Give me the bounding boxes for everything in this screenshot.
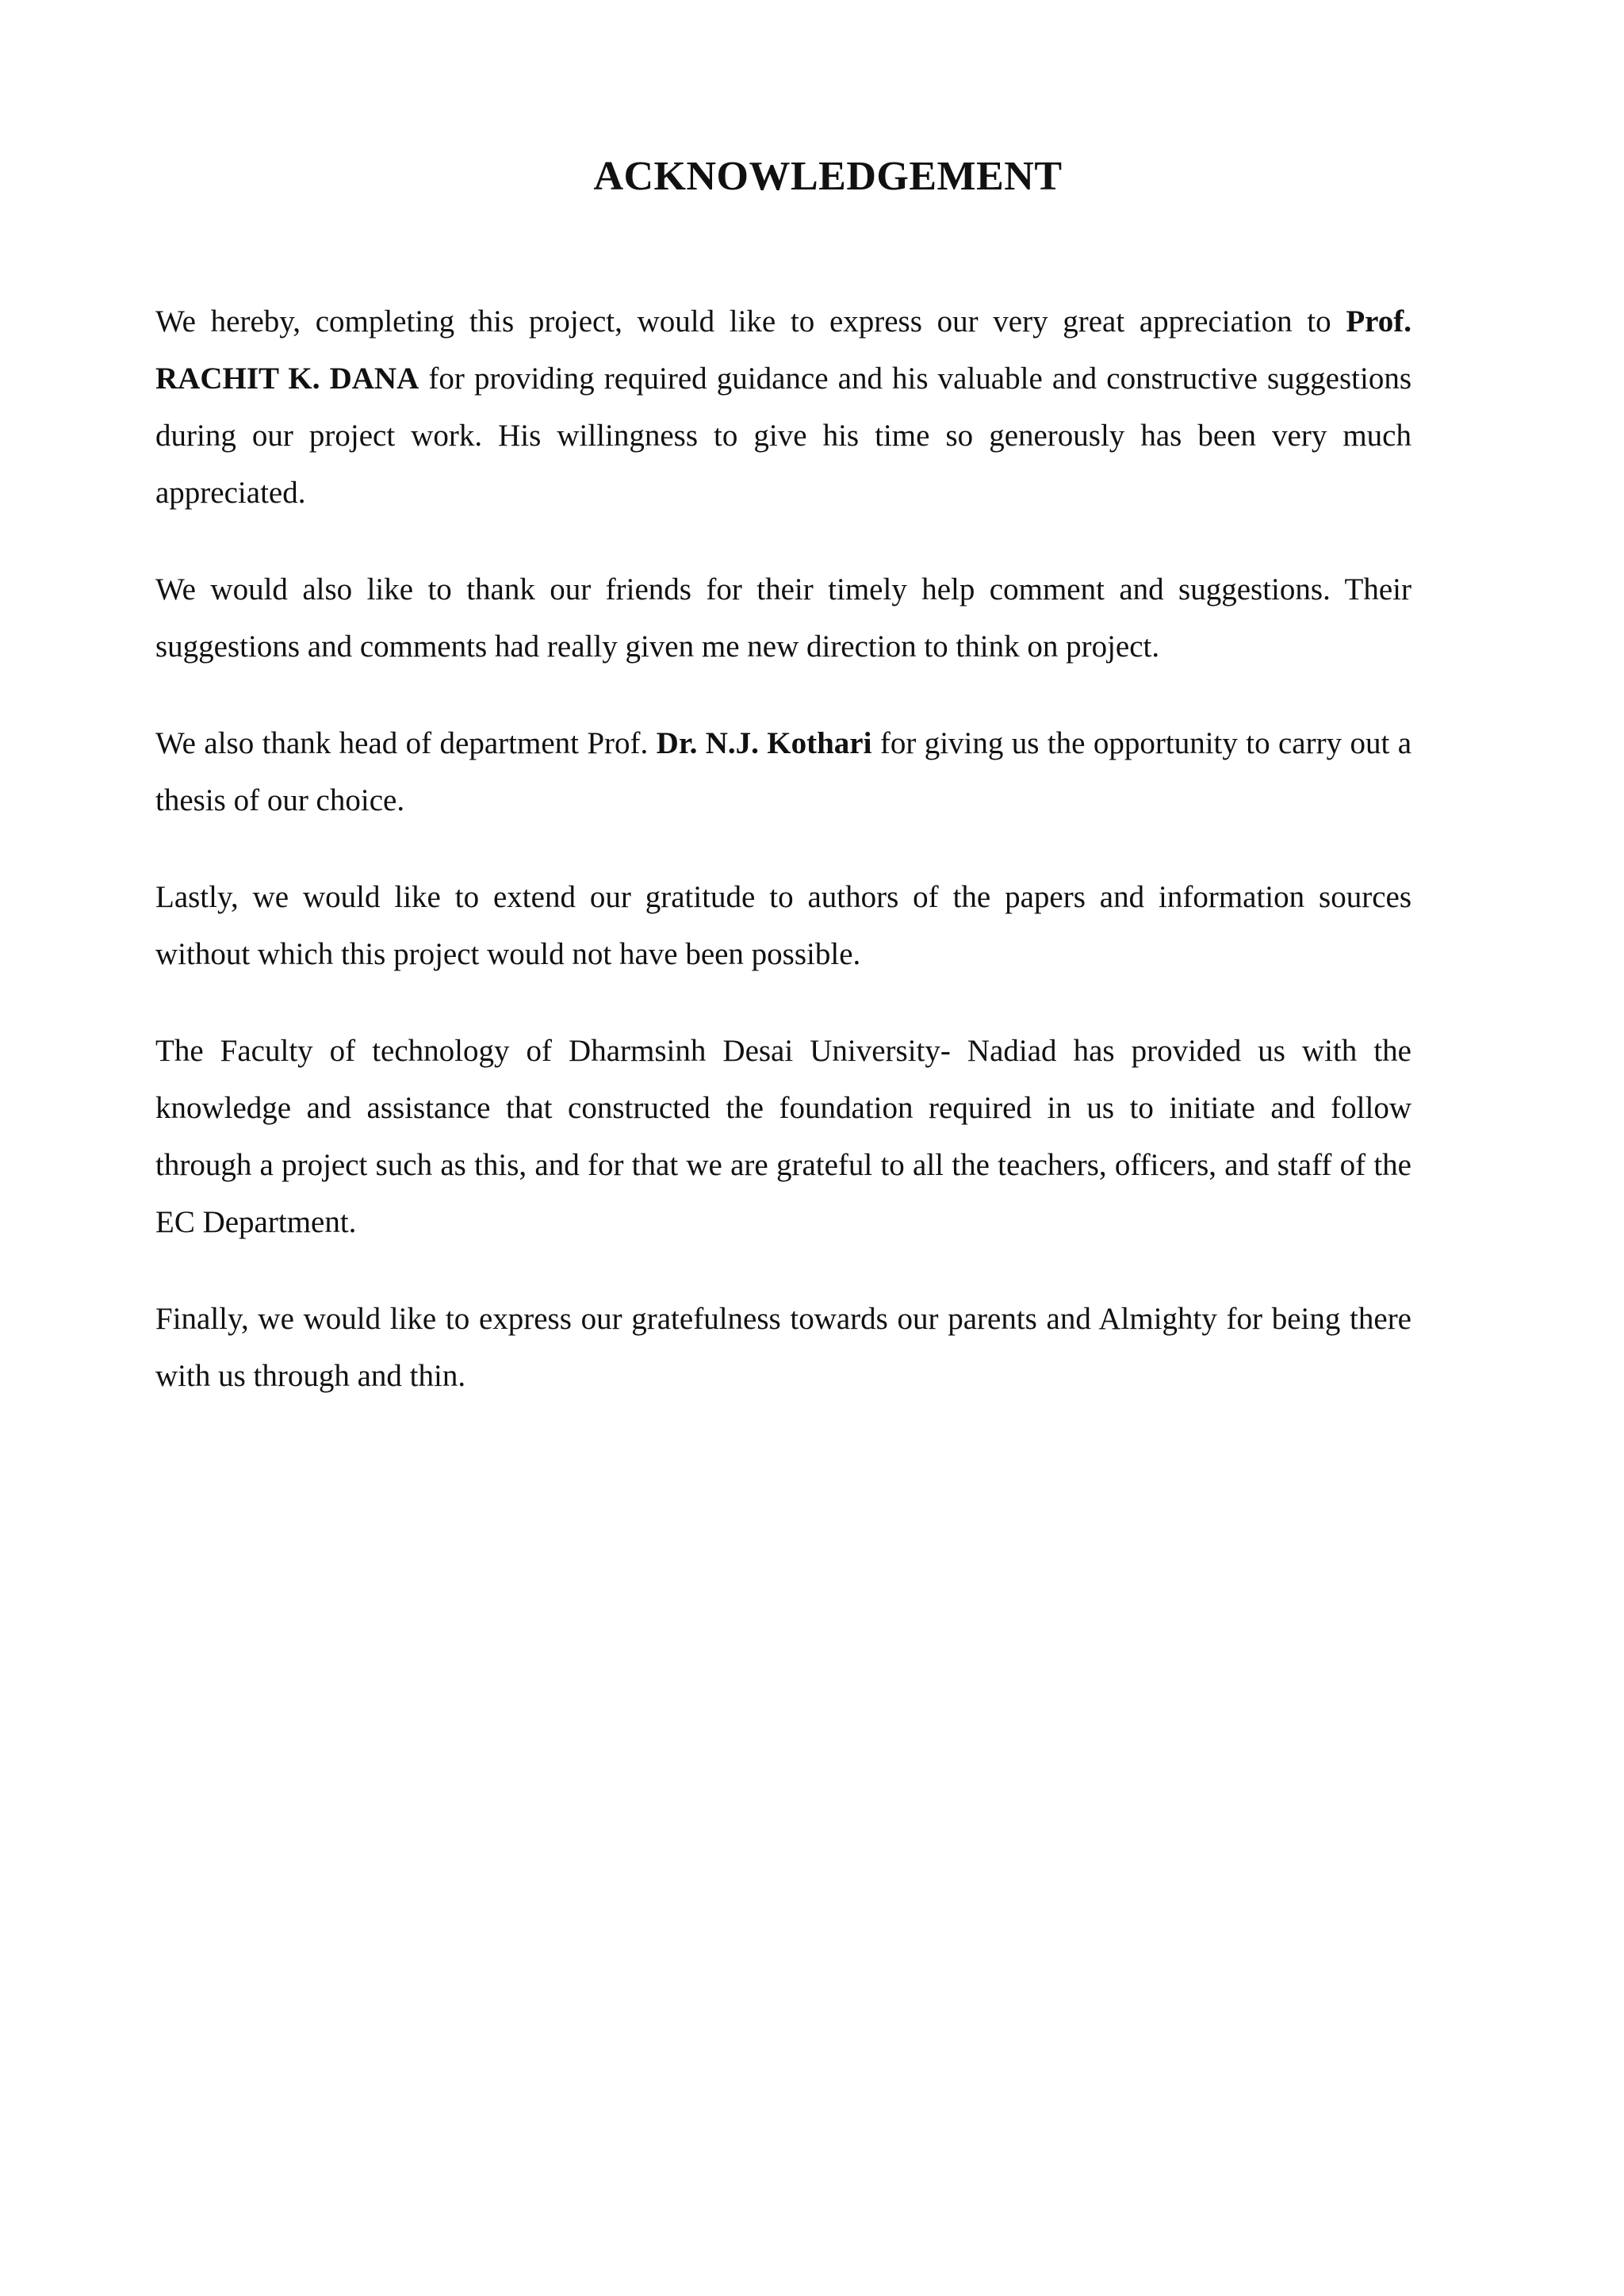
document-body [155, 293, 1411, 1445]
hod-name: Dr. N.J. Kothari [656, 726, 872, 760]
paragraph-guide-thanks [155, 293, 1411, 522]
paragraph-text: We also thank head of department Prof. [155, 726, 657, 760]
page-title: ACKNOWLEDGEMENT [593, 154, 1063, 199]
paragraph-text: We hereby, completing this project, would like to express our very great appreciation to [155, 304, 1346, 339]
paragraph-parents-thanks: Finally, we would like to express our gratefulness towards our parents and Almighty for being there with us through and thin. [155, 1302, 1411, 1393]
paragraph-friends-thanks: We would also like to thank our friends for their timely help comment and suggestions. Their suggestions and comments had really given me new direction to think on project. [155, 572, 1411, 664]
paragraph-faculty-thanks: The Faculty of technology of Dharmsinh Desai University- Nadiad has provided us with the knowledge and assistance that constructed the foundation required in us to initiate and follow through a project such as this, and for that we are grateful to all the teachers, officers, and staff of the EC Department. [155, 1034, 1411, 1239]
paragraph-hod-thanks [155, 715, 1411, 829]
paragraph-text: for providing required guidance and his valuable and constructive suggestions during our project work. His willingness to give his time so generously has been very much appreciated. [155, 362, 1411, 510]
paragraph-authors-thanks: Lastly, we would like to extend our gratitude to authors of the papers and information sources without which this project would not have been possible. [155, 880, 1411, 971]
guide-name: Prof. RACHIT K. DANA [155, 304, 1411, 396]
paragraph-text: for giving us the opportunity to carry out a thesis of our choice. [155, 726, 1412, 817]
